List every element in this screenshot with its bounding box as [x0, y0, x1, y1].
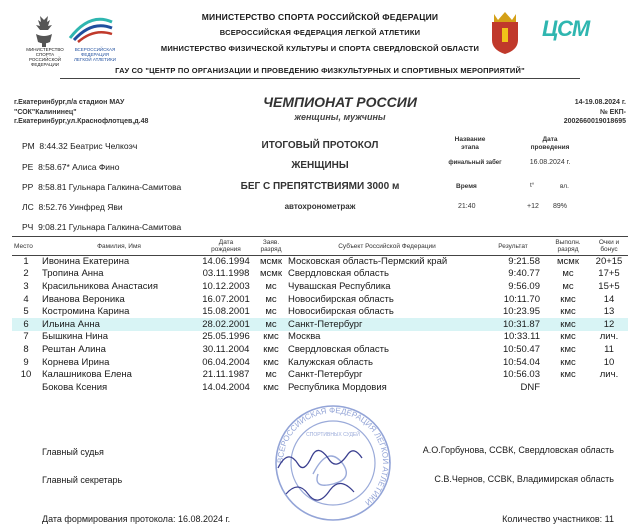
cell-category: кмс	[263, 343, 279, 355]
cell-region: Новосибирская область	[288, 293, 394, 305]
cell-result: 10:56.03	[503, 369, 540, 381]
cell-name: Иванова Вероника	[42, 293, 125, 305]
col-rank-line1: Выполн.	[555, 239, 581, 246]
logo-csm-text: ЦСМ	[542, 16, 590, 41]
record-re	[22, 162, 119, 172]
cell-points: лич.	[599, 331, 619, 343]
stage-label	[440, 136, 500, 152]
stage-value: финальный забег	[448, 160, 502, 166]
chief-secretary-label: Главный секретарь	[42, 475, 123, 485]
chief-secretary-value: С.В.Чернов, ССВК, Владимирская область	[434, 474, 614, 484]
record-code: РЧ	[22, 222, 34, 232]
record-rm	[22, 141, 137, 151]
cell-category: мс	[265, 306, 277, 318]
cell-rank: кмс	[560, 356, 576, 368]
header-ministry: МИНИСТЕРСТВО СПОРТА РОССИЙСКОЙ ФЕДЕРАЦИИ	[201, 12, 439, 22]
cell-name: Бокова Ксения	[42, 381, 108, 393]
cell-birth: 14.06.1994	[202, 256, 250, 268]
cell-result: 9:21.58	[508, 256, 540, 268]
cell-rank: кмс	[560, 369, 576, 381]
cell-rank: мс	[562, 268, 574, 280]
cell-rank: кмс	[560, 343, 576, 355]
col-result: Результат	[486, 237, 546, 256]
table-row	[12, 293, 628, 306]
cell-result: 10:31.87	[486, 318, 546, 331]
cell-place: 9	[23, 356, 29, 368]
header-organizer: ГАУ СО "ЦЕНТР ПО ОРГАНИЗАЦИИ И ПРОВЕДЕНИЮ ФИЗКУЛЬТУРНЫХ И СПОРТИВНЫХ МЕРОПРИЯТИЙ"	[115, 66, 525, 75]
cell-category: мс	[265, 280, 277, 292]
record-code: РЕ	[22, 162, 34, 172]
protocol-group: ЖЕНЩИНЫ	[291, 160, 349, 171]
cell-rank: кмс	[546, 318, 590, 331]
record-text: 9:08.21 Гульнара Галкина-Самитова	[38, 222, 182, 232]
cell-place: 7	[23, 331, 29, 343]
logo-ministry-caption-line1: МИНИСТЕРСТВО СПОРТА	[26, 47, 64, 57]
event-ekp-label: № ЕКП-	[599, 108, 626, 116]
cell-result: 9:40.77	[508, 268, 540, 280]
date-label	[515, 136, 585, 152]
protocol-timing: автохронометраж	[284, 202, 356, 211]
col-birth-line2: рождения	[211, 246, 241, 253]
table-row	[12, 281, 628, 294]
date-value: 16.08.2024 г.	[529, 159, 571, 166]
table-row	[12, 268, 628, 281]
chief-judge-value: А.О.Горбунова, ССВК, Свердловская область	[422, 445, 614, 455]
table-row	[12, 318, 628, 331]
cell-category: мсмк	[260, 268, 282, 280]
cell-birth: 16.07.2001	[202, 293, 250, 305]
cell-name: Ильина Анна	[40, 318, 196, 331]
col-birth-line1: Дата	[218, 239, 234, 246]
cell-name: Рештан Алина	[42, 343, 106, 355]
record-rch	[22, 222, 181, 232]
cell-place: 8	[23, 343, 29, 355]
cell-result: 10:54.04	[503, 356, 540, 368]
cell-rank: мсмк	[557, 256, 579, 268]
table-row	[12, 381, 628, 394]
cell-place: 3	[23, 280, 29, 292]
cell-result: 10:11.70	[503, 293, 540, 305]
header-federation: ВСЕРОССИЙСКАЯ ФЕДЕРАЦИЯ ЛЕГКОЙ АТЛЕТИКИ	[219, 28, 421, 37]
record-text: 8:58.81 Гульнара Галкина-Самитова	[38, 182, 182, 192]
venue-line1: г.Екатеринбург,п/а стадион МАУ	[14, 99, 125, 106]
cell-place: 6	[12, 318, 40, 331]
table-row	[12, 369, 628, 382]
stamp-ring-text: ВСЕРОССИЙСКАЯ ФЕДЕРАЦИЯ ЛЕГКОЙ АТЛЕТИКИ	[275, 405, 391, 508]
cell-name: Корнева Ирина	[42, 356, 110, 368]
temp-label: t°	[530, 182, 535, 189]
cell-name: Костромина Карина	[42, 306, 130, 318]
cell-region: Республика Мордовия	[288, 381, 387, 393]
cell-result: DNF	[520, 381, 540, 393]
cell-category: кмс	[263, 356, 279, 368]
logo-ministry-vfla	[18, 10, 118, 67]
cell-region: Чувашская Республика	[288, 280, 391, 292]
cell-name: Бышкина Нина	[42, 331, 109, 343]
col-place: Место	[12, 237, 40, 256]
cell-birth: 21.11.1987	[202, 369, 250, 381]
event-dates: 14-19.08.2024 г.	[574, 99, 626, 106]
cell-result: 10:50.47	[503, 343, 540, 355]
cell-place: 5	[23, 306, 29, 318]
cell-points	[590, 381, 628, 394]
cell-points: лич.	[599, 369, 619, 381]
logo-ministry-caption	[20, 47, 70, 67]
participants-count: Количество участников: 11	[502, 514, 614, 524]
humidity-label: вл.	[560, 183, 569, 190]
cell-points: 12	[590, 318, 628, 331]
col-points	[590, 237, 628, 256]
cell-result: 9:56.09	[508, 280, 540, 292]
date-label-line1: Дата	[542, 136, 558, 143]
record-code: РМ	[22, 141, 35, 151]
col-birth	[196, 237, 256, 256]
logo-vfla-caption-line2: ЛЕГКОЙ АТЛЕТИКИ	[73, 57, 117, 62]
cell-points: 15+5	[598, 280, 620, 292]
cell-name: Калашникова Елена	[42, 369, 132, 381]
cell-place: 10	[20, 369, 32, 381]
cell-rank: кмс	[560, 293, 576, 305]
record-code: РР	[22, 182, 34, 192]
cell-birth: 30.11.2004	[202, 343, 250, 355]
cell-birth: 06.04.2004	[202, 356, 250, 368]
col-category	[256, 237, 286, 256]
cell-place: 1	[23, 256, 29, 268]
cell-region: Свердловская область	[288, 343, 389, 355]
cell-points: 11	[604, 343, 614, 355]
cell-rank: мс	[562, 280, 574, 292]
cell-region: Санкт-Петербург	[286, 318, 486, 331]
cell-rank: кмс	[560, 331, 576, 343]
event-ekp-number: 2002660019018695	[563, 118, 626, 125]
results-table	[12, 236, 628, 394]
cell-region: Свердловская область	[288, 268, 389, 280]
time-label: Время	[456, 183, 477, 190]
chief-judge-label: Главный судья	[42, 447, 104, 457]
cell-category: мсмк	[260, 256, 282, 268]
record-text: 8:58.67* Алиса Фино	[38, 162, 120, 172]
cell-rank	[546, 381, 590, 394]
event-meta	[480, 98, 626, 127]
time-value: 21:40	[458, 203, 476, 210]
cell-points: 13	[603, 306, 615, 318]
cell-region: Калужская область	[288, 356, 373, 368]
record-ls	[22, 202, 123, 212]
table-row	[12, 356, 628, 369]
logo-vfla-caption	[70, 47, 120, 62]
cell-result: 10:23.95	[503, 306, 540, 318]
cell-category: кмс	[263, 381, 279, 393]
cell-region: Новосибирская область	[288, 306, 394, 318]
protocol-formed-date: Дата формирования протокола: 16.08.2024 г.	[42, 514, 231, 524]
cell-category: мс	[256, 318, 286, 331]
event-title: ЧЕМПИОНАТ РОССИИ	[263, 94, 417, 110]
stamp-inner-text: СПОРТИВНЫХ СУДЕЙ	[306, 432, 360, 438]
temp-value: +12	[527, 203, 539, 210]
protocol-title: ИТОГОВЫЙ ПРОТОКОЛ	[261, 140, 379, 151]
cell-birth: 25.05.1996	[202, 331, 250, 343]
cell-category: мс	[265, 293, 277, 305]
logo-vfla-caption-line1: ВСЕРОССИЙСКАЯ ФЕДЕРАЦИЯ	[74, 47, 116, 57]
record-text: 8:52.76 Уинфред Яви	[38, 202, 123, 212]
col-name: Фамилия, Имя	[40, 237, 196, 256]
table-row	[12, 344, 628, 357]
cell-points: 17+5	[598, 268, 620, 280]
cell-place	[12, 381, 40, 394]
results-header-row	[12, 237, 628, 256]
venue-line2: "СОК"Калининец"	[14, 108, 77, 116]
table-row	[12, 256, 628, 269]
col-region: Субъект Российской Федерации	[286, 237, 486, 256]
cell-category: кмс	[263, 331, 279, 343]
cell-result: 10:33.11	[503, 331, 540, 343]
cell-name: Тропина Анна	[42, 268, 104, 280]
cell-points: 10	[603, 356, 615, 368]
record-text: 8:44.32 Беатрис Челкоэч	[39, 141, 138, 151]
col-rank-line2: разряд	[557, 246, 579, 253]
table-row	[12, 306, 628, 319]
cell-birth: 14.04.2004	[202, 381, 250, 393]
cell-place: 4	[23, 293, 29, 305]
stage-label-line1: Название	[454, 136, 486, 143]
federation-stamp	[258, 404, 408, 522]
stage-label-line2: этапа	[461, 144, 479, 151]
table-row	[12, 331, 628, 344]
col-rank	[546, 237, 590, 256]
cell-category: мс	[265, 369, 277, 381]
event-subtitle: женщины, мужчины	[294, 112, 386, 122]
col-category-line1: Заяв.	[262, 239, 280, 246]
record-rr	[22, 182, 181, 192]
humidity-value: 89%	[553, 203, 568, 210]
cell-name: Ивонина Екатерина	[42, 256, 130, 268]
col-category-line2: разряд	[260, 246, 282, 253]
record-code: ЛС	[22, 202, 34, 212]
venue-line3: г.Екатеринбург,ул.Краснофлотцев,д.48	[14, 118, 149, 125]
header-regional-ministry: МИНИСТЕРСТВО ФИЗИЧЕСКОЙ КУЛЬТУРЫ И СПОРТА СВЕРДЛОВСКОЙ ОБЛАСТИ	[160, 44, 480, 53]
cell-birth: 10.12.2003	[202, 280, 250, 292]
cell-rank: кмс	[560, 306, 576, 318]
cell-birth: 28.02.2001	[196, 318, 256, 331]
cell-region: Москва	[288, 331, 321, 343]
col-points-line1: Очки и	[598, 239, 620, 246]
cell-points: 20+15	[595, 256, 623, 268]
cell-place: 2	[23, 268, 29, 280]
cell-region: Санкт-Петербург	[288, 369, 363, 381]
cell-points: 14	[603, 293, 615, 305]
cell-name: Красильникова Анастасия	[42, 280, 158, 292]
col-points-line2: бонус	[600, 246, 618, 253]
protocol-discipline: БЕГ С ПРЕПЯТСТВИЯМИ 3000 м	[240, 181, 400, 192]
venue-block	[14, 98, 148, 127]
cell-region: Московская область-Пермский край	[288, 256, 448, 268]
date-label-line2: проведения	[530, 144, 570, 151]
header-divider	[60, 78, 580, 79]
results-body	[12, 256, 628, 395]
logo-ministry-caption-line2: РОССИЙСКОЙ ФЕДЕРАЦИИ	[29, 57, 61, 67]
cell-birth: 03.11.1998	[202, 268, 250, 280]
cell-birth: 15.08.2001	[202, 306, 250, 318]
